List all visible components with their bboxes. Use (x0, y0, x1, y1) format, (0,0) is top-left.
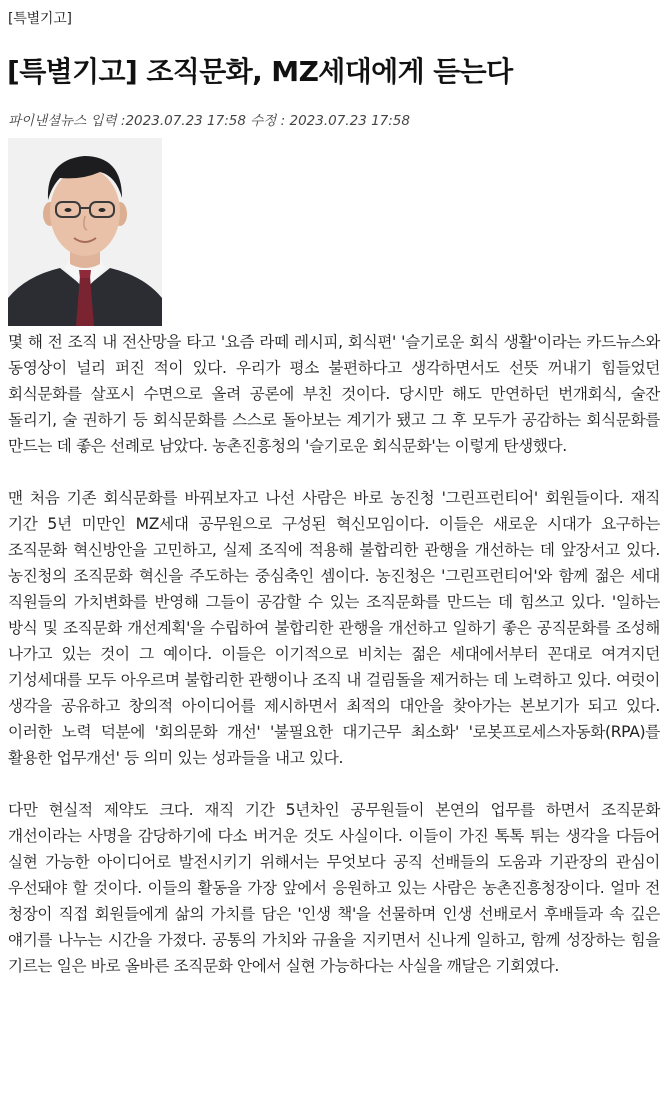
article-paragraph-2: 맨 처음 기존 회식문화를 바꿔보자고 나선 사람은 바로 농진청 '그린프런티어' 회원들이다. 재직 기간 5년 미만인 MZ세대 공무원으로 구성된 혁신모임이다. 이들은 새로운 시대가 요구하는 조직문화 혁신방안을 고민하고, 실제 조직에 적용해 불합리한 관행을 개선하는 데 앞장서고 있다. 농진청의 조직문화 혁신을 주도하는 중심축인 셈이다. 농진청은 '그린프런티어'와 함께 젊은 세대 직원들의 가치변화를 반영해 그들이 공감할 수 있는 조직문화를 만드는 데 힘쓰고 있다. '일하는 방식 및 조직문화 개선계획'을 수립하여 불합리한 관행을 개선하고 일하기 좋은 공직문화를 조성해 나가고 있는 것이 그 예이다. 이들은 이기적으로 비치는 젊은 세대에서부터 꼰대로 여겨지던 기성세대를 모두 아우르며 불합리한 관행이나 조직 내 걸림돌을 제거하는 데 노력하고 있다. 여럿이 생각을 공유하고 창의적 아이디어를 제시하면서 최적의 대안을 찾아가는 본보기가 되고 있다.이러한 노력 덕분에 '회의문화 개선' '불필요한 대기근무 최소화' '로봇프로세스자동화(RPA)를 활용한 업무개선' 등 의미 있는 성과들을 내고 있다. (8, 489, 660, 767)
author-portrait-icon (8, 138, 162, 326)
headline: [특별기고] 조직문화, MZ세대에게 듣는다 (7, 55, 513, 88)
modified-label: 수정 : (250, 113, 286, 129)
article-paragraph-3: 다만 현실적 제약도 크다. 재직 기간 5년차인 공무원들이 본연의 업무를 하면서 조직문화 개선이라는 사명을 감당하기에 다소 버거운 것도 사실이다. 이들이 가진 톡톡 튀는 생각을 다듬어 실현 가능한 아이디어로 발전시키기 위해서는 무엇보다 공직 선배들의 도움과 기관장의 관심이 우선돼야 할 것이다. 이들의 활동을 가장 앞에서 응원하고 있는 사람은 농촌진흥청장이다. 얼마 전 청장이 직접 회원들에게 삶의 가치를 담은 '인생 책'을 선물하며 인생 선배로서 후배들과 속 깊은 얘기를 나누는 시간을 가졌다. 공통의 가치와 규율을 지키면서 신나게 일하고, 함께 성장하는 힘을 기르는 일은 바로 올바른 조직문화 안에서 실현 가능하다는 사실을 깨달은 기회였다. (8, 801, 660, 975)
source-name[interactable]: 파이낸셜뉴스 (8, 113, 87, 129)
byline (8, 109, 410, 129)
published-label: 입력 : (90, 113, 126, 129)
published-date: 2023.07.23 17:58 (125, 113, 246, 129)
article-paragraph-1: 몇 해 전 조직 내 전산망을 타고 '요즘 라떼 레시피, 회식편' '슬기로운 회식 생활'이라는 카드뉴스와 동영상이 널리 퍼진 적이 있다. 우리가 평소 불편하다고 생각하면서도 선뜻 꺼내기 힘들었던 회식문화를 살포시 수면으로 올려 공론에 부친 것이다. 당시만 해도 만연하던 번개회식, 술잔 돌리기, 술 권하기 등 회식문화를 스스로 돌아보는 계기가 됐고 그 후 모두가 공감하는 회식문화를 만드는 데 좋은 선례로 남았다. 농촌진흥청의 '슬기로운 회식문화'는 이렇게 탄생했다. (8, 333, 660, 455)
modified-date: 2023.07.23 17:58 (289, 113, 410, 129)
category-label: [특별기고] (8, 11, 72, 27)
article-body (8, 329, 660, 1005)
author-photo (8, 138, 162, 326)
